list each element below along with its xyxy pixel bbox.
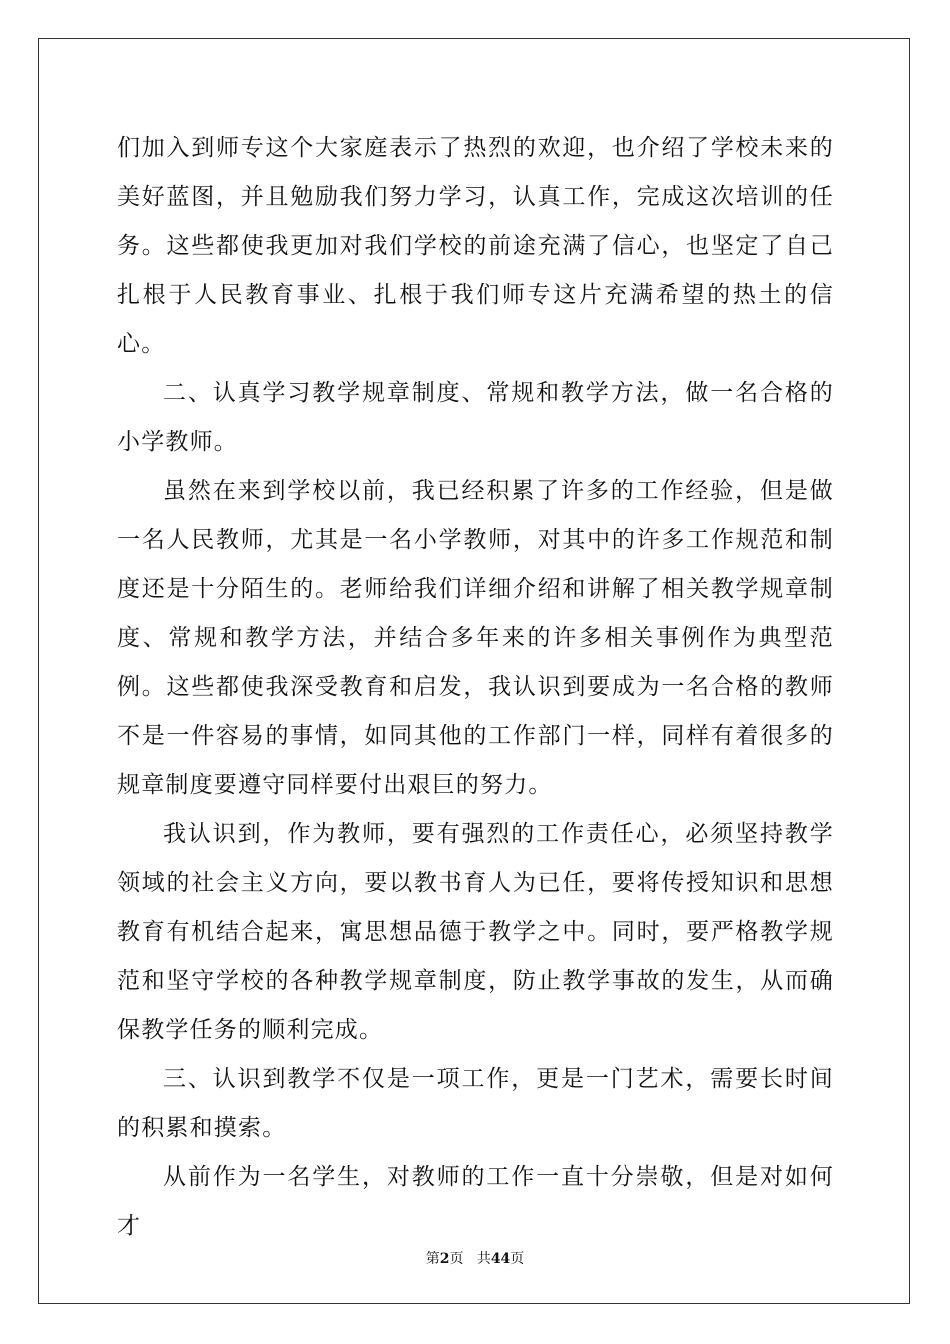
paragraph-4: 我认识到，作为教师，要有强烈的工作责任心，必须坚持教学领域的社会主义方向，要以教书育人为已任，要将传授知识和思想教育有机结合起来，寓思想品德于教学之中。同时，要严格教学规范和坚守学校的各种教学规章制度，防止教学事故的发生，从而确保教学任务的顺利完成。 xyxy=(117,821,834,1043)
footer-total-prefix: 共 xyxy=(476,1251,491,1267)
footer-page-word: 页 xyxy=(449,1251,464,1267)
paragraph-3: 虽然在来到学校以前，我已经积累了许多的工作经验，但是做一名人民教师，尤其是一名小学教师，对其中的许多工作规范和制度还是十分陌生的。老师给我们详细介绍和讲解了相关教学规章制度、常规和教学方法，并结合多年来的许多相关事例作为典型范例。这些都使我深受教育和启发，我认识到要成为一名合格的教师不是一件容易的事情，如同其他的工作部门一样，同样有着很多的规章制度要遵守同样要付出艰巨的努力。 xyxy=(117,478,834,798)
paragraph-2: 二、认真学习教学规章制度、常规和教学方法，做一名合格的小学教师。 xyxy=(117,380,834,455)
footer-total-suffix: 页 xyxy=(510,1251,525,1267)
current-page-number: 2 xyxy=(439,1251,450,1267)
paragraph-5: 三、认识到教学不仅是一项工作，更是一门艺术，需要长时间的积累和摸索。 xyxy=(117,1066,834,1141)
document-body xyxy=(117,124,834,1251)
paragraph-6: 从前作为一名学生，对教师的工作一直十分崇敬，但是对如何才 xyxy=(117,1164,834,1239)
paragraph-1: 们加入到师专这个大家庭表示了热烈的欢迎，也介绍了学校未来的美好蓝图，并且勉励我们努力学习，认真工作，完成这次培训的任务。这些都使我更加对我们学校的前途充满了信心，也坚定了自己扎根于人民教育事业、扎根于我们师专这片充满希望的热土的信心。 xyxy=(117,135,834,357)
footer-prefix: 第 xyxy=(425,1251,440,1267)
page-footer xyxy=(0,1248,950,1268)
total-page-count: 44 xyxy=(490,1251,511,1267)
